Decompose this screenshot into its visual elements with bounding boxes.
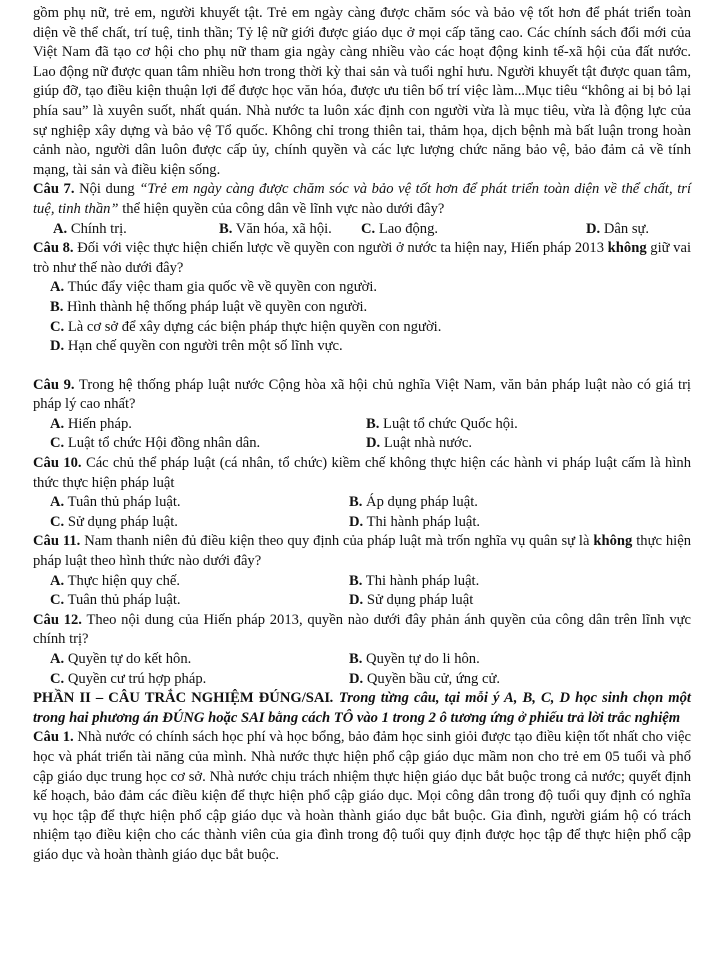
option-c[interactable]: C. Tuân thủ pháp luật. <box>50 592 181 609</box>
option-b[interactable]: B. Văn hóa, xã hội. <box>219 220 332 237</box>
option-c[interactable]: C. Quyền cư trú hợp pháp. <box>50 670 207 687</box>
option-b[interactable]: B. Luật tổ chức Quốc hội. <box>366 415 518 432</box>
question-7-quote: “Trẻ em ngày càng được chăm sóc và bảo vệ tốt hơn để phát triển toàn diện về thể chất, trí tuệ, tinh thần” <box>33 181 691 217</box>
question-9: Câu 9. Trong hệ thống pháp luật nước Cộng hòa xã hội chủ nghĩa Việt Nam, văn bản pháp luật nào có giá trị pháp lý cao nhất? <box>33 376 691 413</box>
question-11-options-row-1 <box>33 572 691 592</box>
part-2-instruction: . Trong từng câu, tại mỗi ý A, B, C, D học sinh chọn một trong hai phương án ĐÚNG hoặc SAI bằng cách TÔ vào 1 trong 2 ô tương ứng ở phiếu trả lời trắc nghiệm <box>33 690 691 726</box>
question-7-label: Câu 7. <box>33 181 75 198</box>
option-d[interactable]: D. Hạn chế quyền con người trên một số lĩnh vực. <box>50 338 343 355</box>
option-c[interactable]: C. Luật tổ chức Hội đồng nhân dân. <box>50 435 261 452</box>
option-b[interactable]: B. Thi hành pháp luật. <box>349 572 480 589</box>
option-b[interactable]: B. Hình thành hệ thống pháp luật về quyền con người. <box>50 298 368 315</box>
question-10-options-row-2 <box>33 513 691 533</box>
question-11-options-row-2 <box>33 591 691 611</box>
question-11: Câu 11. Nam thanh niên đủ điều kiện theo quy định của pháp luật mà trốn nghĩa vụ quân sự là không thực hiện pháp luật theo hình thức nào dưới đây? <box>33 533 691 570</box>
question-10-options-row-1 <box>33 493 691 513</box>
option-c[interactable]: C. Là cơ sở để xây dựng các biện pháp thực hiện quyền con người. <box>50 318 442 335</box>
part-2-heading <box>33 689 691 728</box>
option-a[interactable]: A. Thực hiện quy chế. <box>50 572 181 589</box>
blank-line <box>33 357 691 376</box>
question-10: Câu 10. Các chủ thể pháp luật (cá nhân, tổ chức) kiềm chế không thực hiện các hành vi pháp luật cấm là hình thức thực hiện pháp luật <box>33 455 691 491</box>
question-7-options <box>33 220 691 240</box>
question-8: Câu 8. Đối với việc thực hiện chiến lược về quyền con người ở nước ta hiện nay, Hiến pháp 2013 không giữ vai trò như thế nào dưới đây? <box>33 240 692 276</box>
option-b[interactable]: B. Áp dụng pháp luật. <box>349 494 478 511</box>
option-d[interactable]: D. Luật nhà nước. <box>366 435 473 452</box>
option-b[interactable]: B. Quyền tự do li hôn. <box>349 651 480 667</box>
option-d[interactable]: D. Quyền bầu cử, ứng cử. <box>349 670 500 687</box>
question-12-options-row-2 <box>33 670 691 690</box>
option-d[interactable]: D. Dân sự. <box>586 220 650 237</box>
option-a[interactable]: A. Quyền tự do kết hôn. <box>50 651 192 667</box>
question-12-options-row-1 <box>33 650 691 670</box>
question-9-options-row-2 <box>33 434 691 454</box>
option-c[interactable]: C. Sử dụng pháp luật. <box>50 513 178 530</box>
part-2-question-1: Câu 1. Nhà nước có chính sách học phí và học bổng, bảo đảm học sinh giỏi được tạo điều kiện tốt nhất cho việc học và phát triển tài năng của mình. Nhà nước thực hiện phổ cập giáo dục mầm non cho trẻ em 05 tuổi và phổ cập giáo dục trung học cơ sở. Nhà nước chịu trách nhiệm thực hiện giáo dục bắt buộc trong cả nước; quyết định kế hoạch, bảo đảm các điều kiện để thực hiện phổ cập giáo dục. Mọi công dân trong độ tuổi quy định có nghĩa vụ học tập để thực hiện phổ cập giáo dục và hoàn thành giáo dục bắt buộc. Gia đình, người giám hộ có trách nhiệm tạo điều kiện cho các thành viên của gia đình trong độ tuổi quy định được học tập để thực hiện phổ cập giáo dục và hoàn thành giáo dục bắt buộc. <box>33 729 691 863</box>
option-a[interactable]: A. Tuân thủ pháp luật. <box>50 494 181 511</box>
option-a[interactable]: A. Hiến pháp. <box>50 415 132 432</box>
question-7-pre: Nội dung <box>74 181 140 198</box>
question-12: Câu 12. Theo nội dung của Hiến pháp 2013, quyền nào dưới đây phản ánh quyền của công dân trên lĩnh vực chính trị? <box>33 611 691 648</box>
intro-paragraph: gồm phụ nữ, trẻ em, người khuyết tật. Trẻ em ngày càng được chăm sóc và bảo vệ tốt hơn để phát triển toàn diện về thể chất, trí tuệ, tinh thần; Tỷ lệ nữ giới được giáo dục ở mọi cấp tăng cao. Các chính sách đổi mới của Việt Nam đã tạo cơ hội cho phụ nữ tham gia ngày càng nhiều vào các hoạt động kinh tế-xã hội của đất nước. Lao động nữ được quan tâm nhiều hơn trong thời kỳ thai sản và tuổi nghỉ hưu. Người khuyết tật được quan tâm, giúp đỡ, tạo điều kiện thuận lợi để được học văn hóa, được ưu tiên bố trí việc làm...Mục tiêu “không ai bị bỏ lại phía sau” là xuyên suốt, nhất quán. Nhà nước ta luôn xác định con người vừa là mục tiêu, vừa là động lực của sự nghiệp xây dựng và bảo vệ Tổ quốc. Không chỉ trong thiên tai, thảm họa, dịch bệnh mà bất luận trong hoàn cảnh nào, người dân luôn được cấp ủy, chính quyền và các lực lượng chức năng bảo vệ, bảo đảm cả về tính mạng, tài sản và điều kiện sống. <box>33 5 691 178</box>
question-8-label: Câu 8. <box>33 240 74 257</box>
option-a[interactable]: A. Thúc đẩy việc tham gia quốc về về quyền con người. <box>50 279 378 296</box>
option-a[interactable]: A. Chính trị. <box>53 220 127 237</box>
option-c[interactable]: C. Lao động. <box>361 220 439 237</box>
question-9-options-row-1 <box>33 415 691 435</box>
question-7 <box>33 180 691 219</box>
option-d[interactable]: D. Sử dụng pháp luật <box>349 592 474 609</box>
question-7-post: thể hiện quyền của công dân về lĩnh vực nào dưới đây? <box>118 200 445 217</box>
part-2-title: PHẦN II – CÂU TRẮC NGHIỆM ĐÚNG/SAI <box>33 690 331 707</box>
option-d[interactable]: D. Thi hành pháp luật. <box>349 513 481 530</box>
